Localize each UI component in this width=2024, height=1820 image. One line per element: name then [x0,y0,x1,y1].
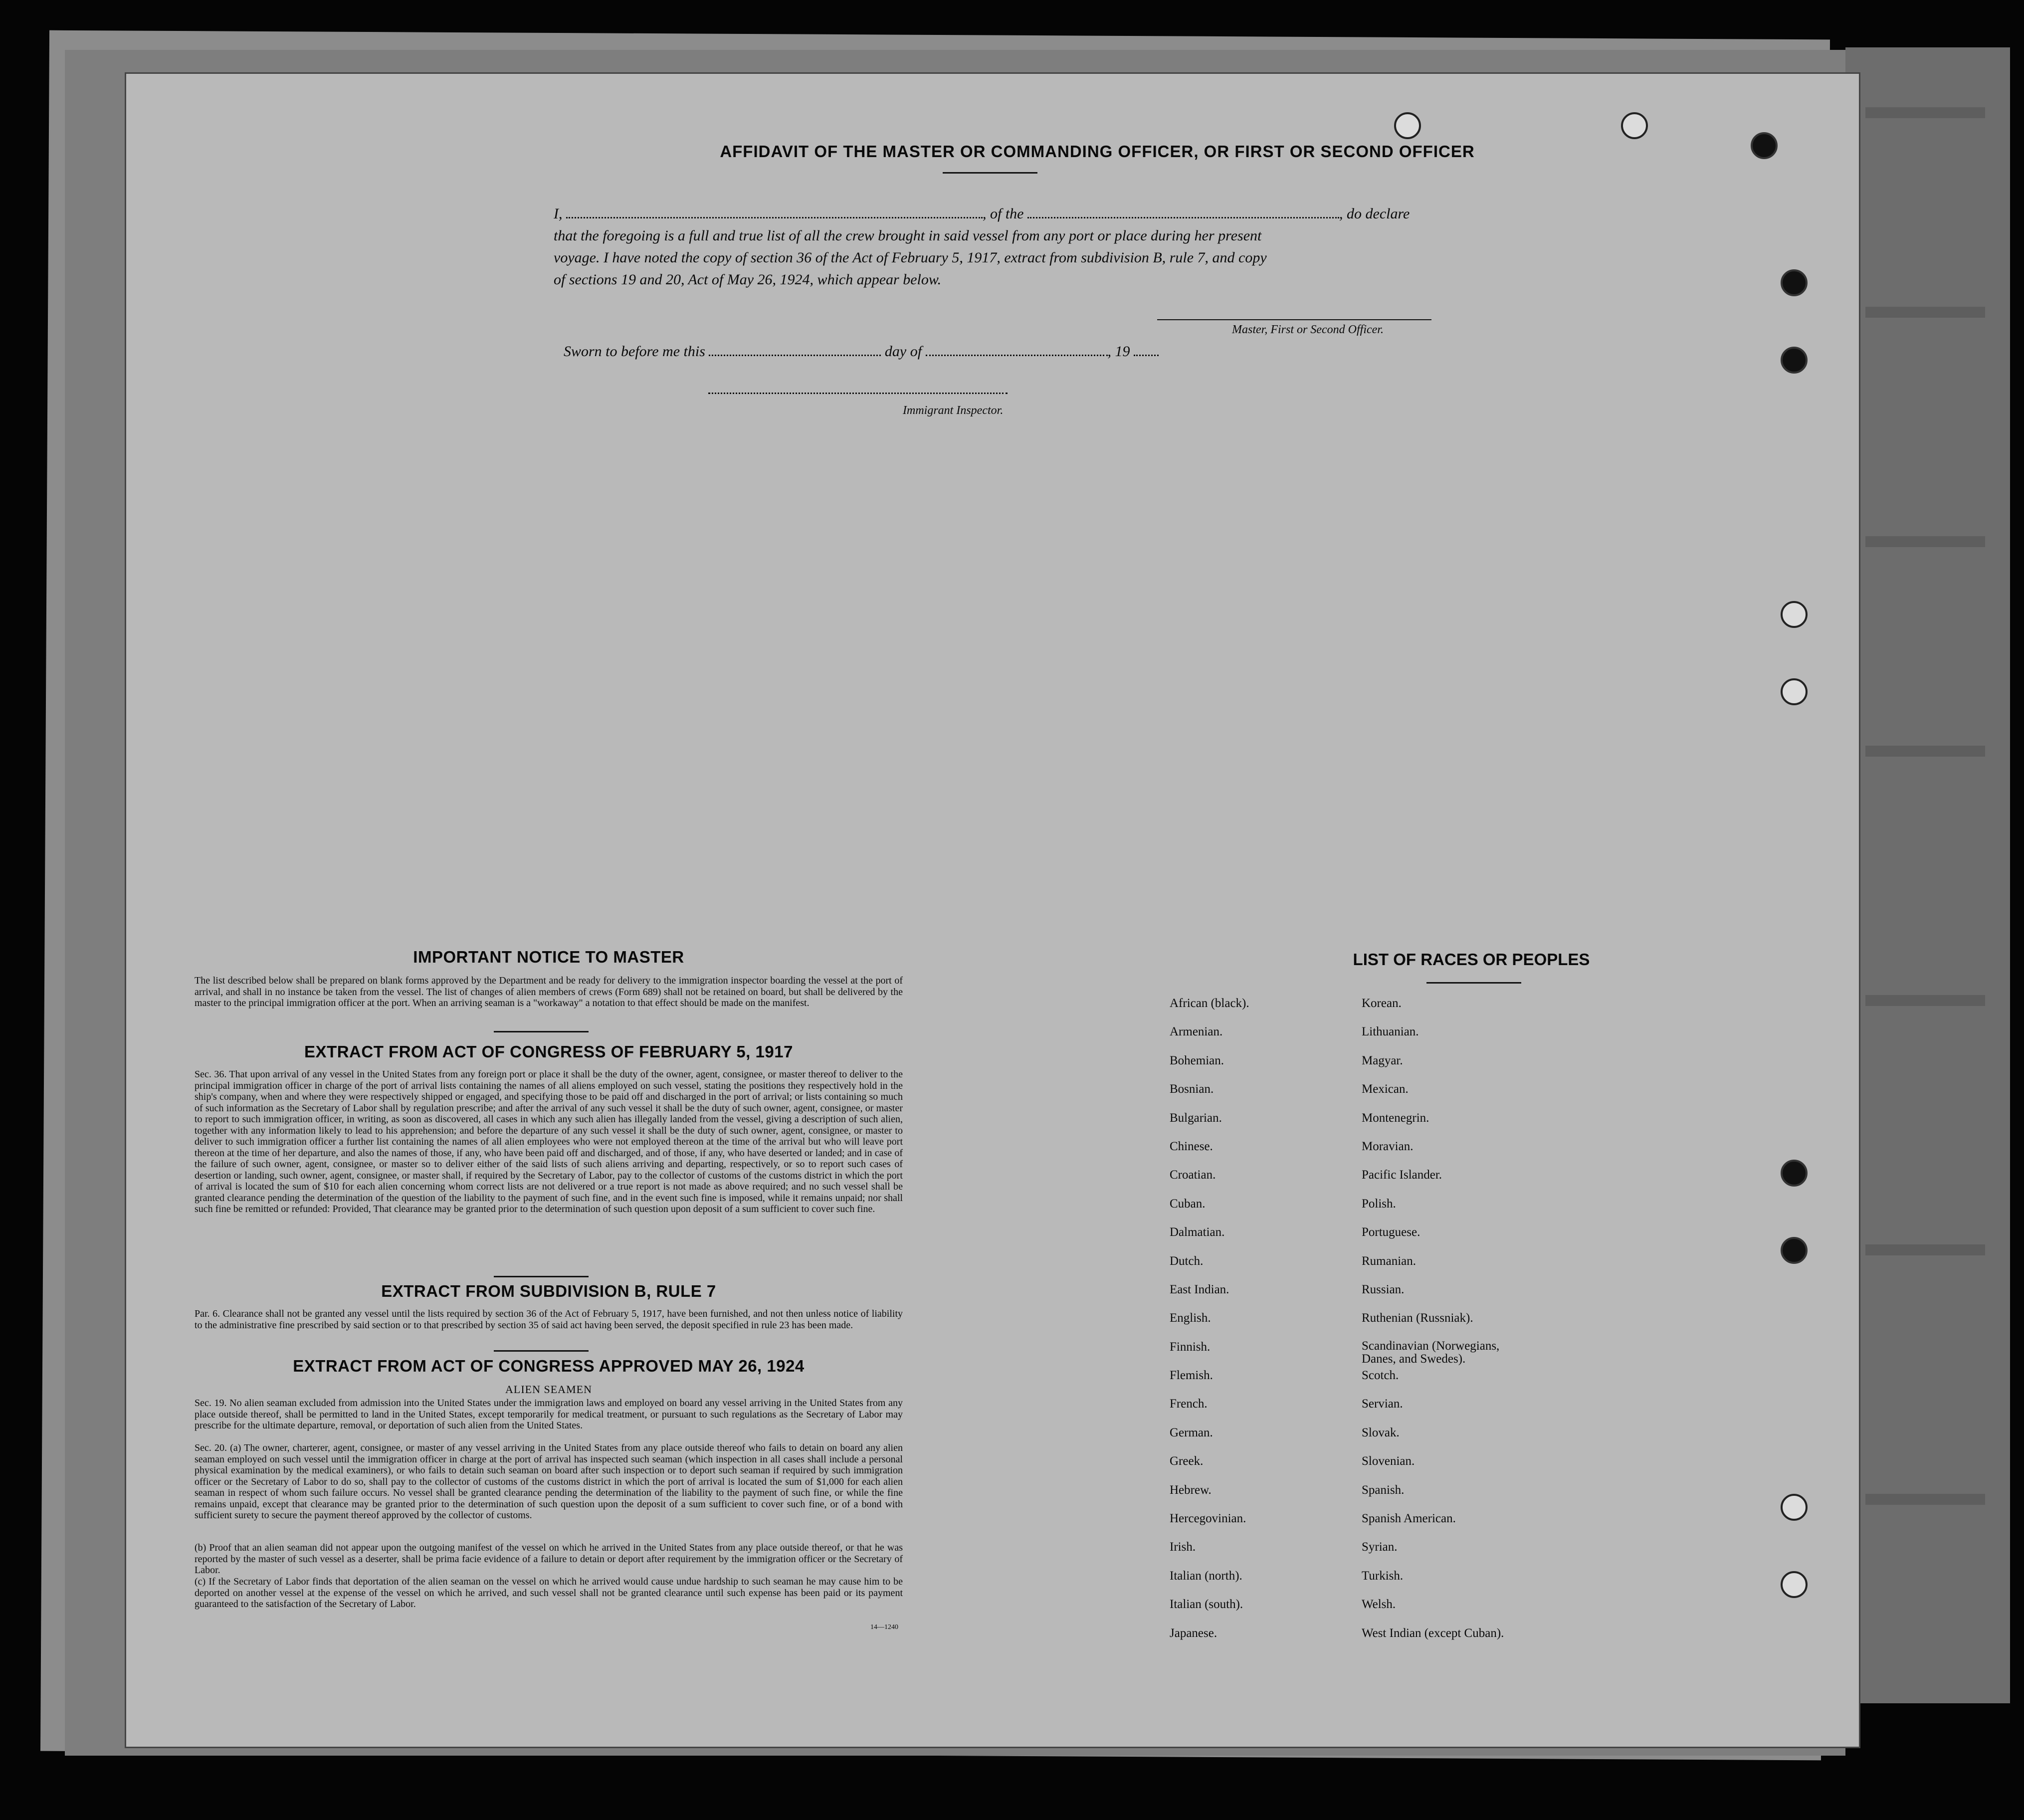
race-item: Greek. [1170,1454,1204,1468]
races-right-column [1362,996,1531,1654]
race-item: African (black). [1170,997,1249,1010]
race-item: Italian (south). [1170,1598,1243,1612]
race-item: Croatian. [1170,1168,1216,1182]
race-item: Welsh. [1362,1598,1396,1612]
title-rule [943,172,1037,174]
race-item: Russian. [1362,1282,1405,1296]
race-item: Bulgarian. [1170,1111,1222,1125]
races-rule [1426,982,1521,984]
race-item: Scandinavian (Norwegians, Danes, and Swedes). [1362,1339,1500,1366]
race-item: Italian (north). [1170,1569,1242,1583]
race-item: Moravian. [1362,1139,1414,1153]
name-field[interactable] [566,203,983,218]
master-signature-line[interactable] [1157,319,1431,320]
race-item: Slovenian. [1362,1454,1415,1468]
race-item: Slovak. [1362,1425,1400,1439]
affidavit-declare: , do declare [1339,205,1410,222]
sworn-day-of: day of [884,343,922,360]
sworn-year: , 19 [1107,343,1130,360]
races-left-column [1170,996,1249,1654]
race-item: Korean. [1362,997,1402,1010]
punch-hole [1781,678,1808,705]
extract-rule7-text: Par. 6. Clearance shall not be granted any vessel until the lists required by section 36 of the Act of February 5, 1917, have been furnished, and not then unless notice of liability to the administrative fine prescribed by said section or to that prescribed by section 35 of said act having been served, the deposit specified in rule 23 has been made. [195,1308,903,1331]
sec20c-text: (c) If the Secretary of Labor finds that deportation of the alien seaman on the vessel on which he arrived would cause undue hardship to such seaman he may cause him to be deported on another vessel at the expense of the vessel on which he arrived, and such vessel shall not be granted clearance until such expense has been paid or its payment guaranteed to the satisfaction of the Secretary of Labor. [195,1576,903,1610]
race-item: Hebrew. [1170,1483,1212,1497]
race-item: Syrian. [1362,1540,1398,1554]
section-rule [494,1276,589,1277]
affidavit-title: AFFIDAVIT OF THE MASTER OR COMMANDING OFFICER, OR FIRST OR SECOND OFFICER [720,142,1475,161]
race-item: East Indian. [1170,1282,1229,1296]
race-item: German. [1170,1425,1213,1439]
race-item: Hercegovinian. [1170,1512,1246,1526]
section-rule [494,1031,589,1032]
race-item: Rumanian. [1362,1254,1417,1268]
punch-hole [1781,347,1808,374]
punch-hole [1394,112,1421,139]
punch-hole [1781,601,1808,628]
extract-1917-text: Sec. 36. That upon arrival of any vessel in the United States from any foreign port or place it shall be the duty of the owner, agent, consignee, or master thereof to deliver to the principal immigration officer in charge of the port of arrival lists containing the names of all aliens employed on such vessel, stating the positions they respectively hold in the ship's company, when and where they were respectively shipped or engaged, and specifying those to be paid off and discharged in the port of arrival; or lists containing so much of such information as the Secretary of Labor shall by regulation prescribe; and after the arrival of any such vessel it shall be the duty of such owner, agent, consignee, or master to report to such immigration officer, in writing, as soon as discovered, all cases in which any such alien has illegally landed from the vessel, giving a description of such alien, together with any information likely to lead to his apprehension; and before the departure of any such vessel it shall be the duty of such owner, agent, consignee, or master to deliver to such immigration officer a further list containing the names of all alien employees who were not employed thereon at the time of the arrival but who will leave port thereon at the time of her departure, and also the names of those, if any, who have been paid off and discharged, and of those, if any, who have deserted or landed; and in case of the failure of such owner, agent, consignee, or master so to deliver either of the said lists of such aliens arriving and departing, respectively, or so to report such cases of desertion or landing, such owner, agent, consignee, or master shall, if required by the Secretary of Labor, pay to the collector of customs of the customs district in which the port of arrival is located the sum of $10 for each alien concerning whom correct lists are not delivered or a true report is not made as above required; and no such vessel shall be granted clearance pending the determination of the question of the liability to the payment of such fine, and in the event such fine is imposed, while it remains unpaid; nor shall such fine be remitted or refunded: Provided, That clearance may be granted prior to the determination of such question upon deposit of a sum sufficient to cover such fine. [195,1069,903,1214]
race-item: English. [1170,1311,1211,1325]
race-item: Montenegrin. [1362,1111,1429,1125]
extract-rule7-title: EXTRACT FROM SUBDIVISION B, RULE 7 [381,1282,716,1300]
race-item: Dutch. [1170,1254,1204,1268]
punch-hole [1751,132,1778,159]
race-item: West Indian (except Cuban). [1362,1626,1504,1640]
race-item: Flemish. [1170,1369,1213,1383]
sec19-text: Sec. 19. No alien seaman excluded from admission into the United States under the immigration laws and employed on board any vessel arriving in the United States from any place outside thereof, shall be permitted to land in the United States, except temporarily for medical treatment, or pursuant to such regulations as the Secretary of Labor may prescribe for the ultimate departure, removal, or deportation of such alien from the United States. [195,1398,903,1431]
affidavit-line3: voyage. I have noted the copy of section 36 of the Act of February 5, 1917, extract from subdivision B, rule 7, and copy [554,249,1267,266]
inspector-label: Immigrant Inspector. [903,404,1004,417]
extract-1924-title: EXTRACT FROM ACT OF CONGRESS APPROVED MAY 26, 1924 [293,1357,805,1375]
sec20b-text: (b) Proof that an alien seaman did not appear upon the outgoing manifest of the vessel on which he arrived in the United States from any place outside thereof, or that he was reported by the master of such vessel as a deserter, shall be prima facie evidence of a failure to detain or deport after requirement by the immigration officer or the Secretary of Labor. [195,1542,903,1576]
punch-hole [1781,1237,1808,1264]
underlying-manifest-strip [1845,47,2010,1703]
sworn-month-field[interactable] [926,342,1108,356]
notice-title: IMPORTANT NOTICE TO MASTER [413,948,684,966]
master-label: Master, First or Second Officer. [1232,323,1384,336]
race-item: Turkish. [1362,1569,1404,1583]
sec20a-text: Sec. 20. (a) The owner, charterer, agent, consignee, or master of any vessel arriving in the United States from any place outside thereof who fails to detain on board any alien seaman employed on such vessel until the immigration officer in charge at the port of arrival has inspected such seaman (which inspection in all cases shall include a personal physical examination by the medical examiners), or who fails to detain such seaman on board after such inspection or to deport such seaman if required by such immigration officer or the Secretary of Labor to do so, shall pay to the collector of customs of the customs district in which the port of arrival is located the sum of $1,000 for each alien seaman in respect of whom such failure occurs. No vessel shall be granted clearance pending the determination of the liability to the payment of such fine, or while the fine remains unpaid, except that clearance may be granted prior to the determination of such question upon the deposit of a sum sufficient to cover such fine, or of a bond with sufficient surety to secure the payment thereof approved by the collector of customs. [195,1442,903,1521]
affidavit-i: I, [554,205,563,222]
race-item: Mexican. [1362,1082,1409,1096]
race-item: Bohemian. [1170,1053,1224,1067]
race-item: Chinese. [1170,1139,1213,1153]
race-item: Ruthenian (Russniak). [1362,1311,1473,1325]
section-rule [494,1350,589,1352]
sworn-year-field[interactable] [1134,342,1159,356]
punch-hole [1781,1571,1808,1598]
race-item: Polish. [1362,1197,1396,1211]
race-item: Armenian. [1170,1025,1223,1039]
races-title: LIST OF RACES OR PEOPLES [1353,950,1590,969]
affidavit-text [554,203,1601,291]
sworn-line [564,342,1159,360]
race-item: Portuguese. [1362,1225,1420,1239]
vessel-field[interactable] [1027,203,1339,218]
affidavit-line2: that the foregoing is a full and true list of all the crew brought in said vessel from any port or place during her present [554,227,1262,244]
race-item: Bosnian. [1170,1082,1214,1096]
race-item: Cuban. [1170,1197,1206,1211]
race-item: Spanish. [1362,1483,1405,1497]
form-code: 14—1240 [870,1623,898,1631]
race-item: Irish. [1170,1540,1196,1554]
notice-text: The list described below shall be prepared on blank forms approved by the Department and be ready for delivery to the immigration inspector boarding the vessel at the port of arrival, and shall in no instance be taken from the vessel. The list of changes of alien members of crews (Form 689) shall not be retained on board, but shall be delivered by the master to the principal immigration officer at the port. When an arriving seaman is a "workaway" a notation to that effect should be made on the manifest. [195,975,903,1009]
race-item: Scotch. [1362,1369,1399,1383]
affidavit-of-the: , of the [983,205,1024,222]
sworn-text: Sworn to before me this [564,343,705,360]
race-item: Spanish American. [1362,1512,1456,1526]
inspector-signature-line[interactable] [708,393,1008,394]
punch-hole [1781,1160,1808,1187]
punch-hole [1621,112,1648,139]
affidavit-line4: of sections 19 and 20, Act of May 26, 1924, which appear below. [554,271,942,288]
race-item: Finnish. [1170,1340,1211,1354]
race-item: Dalmatian. [1170,1225,1225,1239]
race-item: Magyar. [1362,1053,1403,1067]
punch-hole [1781,269,1808,296]
extract-1917-title: EXTRACT FROM ACT OF CONGRESS OF FEBRUARY 5, 1917 [304,1042,793,1061]
race-item: Japanese. [1170,1626,1217,1640]
race-item: Lithuanian. [1362,1025,1419,1039]
race-item: Servian. [1362,1397,1403,1411]
race-item: French. [1170,1397,1208,1411]
affidavit-page [125,72,1860,1748]
alien-seamen-subtitle: ALIEN SEAMEN [505,1383,592,1396]
punch-hole [1781,1494,1808,1521]
race-item: Pacific Islander. [1362,1168,1442,1182]
sworn-day-field[interactable] [709,342,881,356]
